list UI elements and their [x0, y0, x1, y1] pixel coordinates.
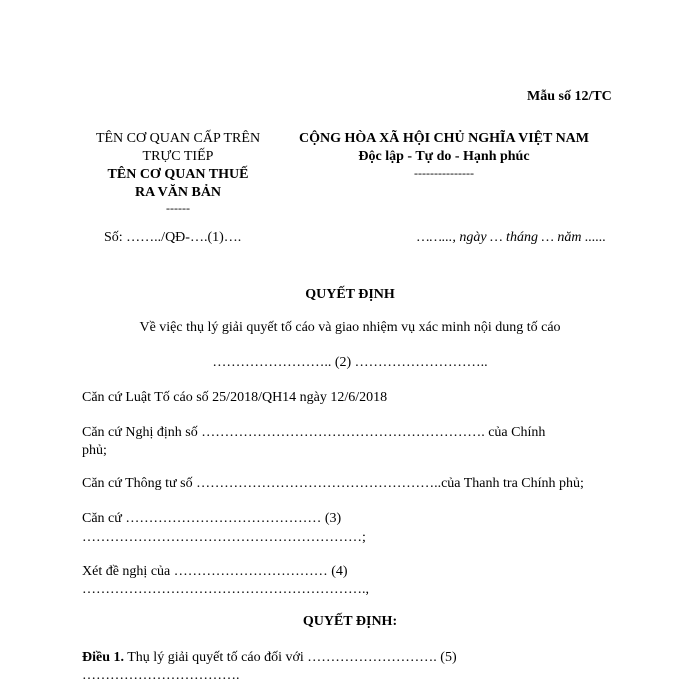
upper-agency-line-1: TÊN CƠ QUAN CẤP TRÊN	[95, 131, 261, 146]
national-motto: Độc lập - Tự do - Hạnh phúc	[358, 149, 530, 164]
issuing-agency-line-1: TÊN CƠ QUAN THUẾ	[107, 167, 249, 182]
article-1	[82, 650, 457, 666]
decision-subject: Về việc thụ lý giải quyết tố cáo và giao nhiệm vụ xác minh nội dung tố cáo	[139, 320, 561, 335]
right-header	[288, 130, 600, 180]
decision-title: QUYẾT ĐỊNH	[305, 287, 395, 302]
proposal-cont: …………………………………………………….,	[82, 582, 369, 597]
basis-law: Căn cứ Luật Tố cáo số 25/2018/QH14 ngày 12/6/2018	[82, 390, 388, 405]
left-divider: ------	[166, 201, 190, 215]
document-number: Số: ……../QĐ-….(1)….	[104, 230, 242, 245]
article-1-label: Điều 1.	[82, 650, 124, 665]
article-1-text: Thụ lý giải quyết tố cáo đối với ………………………. (5)	[124, 650, 457, 665]
upper-agency-line-2: TRỰC TIẾP	[142, 149, 214, 164]
issuing-authority: …………………….. (2) ………………………..	[212, 355, 488, 370]
nation-title: CỘNG HÒA XÃ HỘI CHỦ NGHĨA VIỆT NAM	[298, 131, 589, 146]
form-number: Mẫu số 12/TC	[527, 89, 612, 104]
basis-circular: Căn cứ Thông tư số ……………………………………………..của Thanh tra Chính phủ;	[82, 476, 584, 491]
basis-decree: Căn cứ Nghị định số ……………………………………………………. của Chính	[82, 425, 546, 440]
place-and-date: ……..., ngày … tháng … năm ......	[417, 230, 607, 245]
basis-decree-cont: phủ;	[82, 443, 107, 458]
basis-other: Căn cứ …………………………………… (3)	[82, 511, 342, 526]
proposal: Xét đề nghị của …………………………… (4)	[82, 564, 348, 579]
basis-other-cont: ……………………………………………………;	[82, 530, 366, 545]
decision-heading: QUYẾT ĐỊNH:	[302, 614, 398, 629]
right-divider: ---------------	[414, 166, 474, 180]
left-header	[80, 130, 276, 214]
issuing-agency-line-2: RA VĂN BẢN	[134, 185, 222, 200]
article-1-cont: …………………………….	[82, 668, 240, 683]
